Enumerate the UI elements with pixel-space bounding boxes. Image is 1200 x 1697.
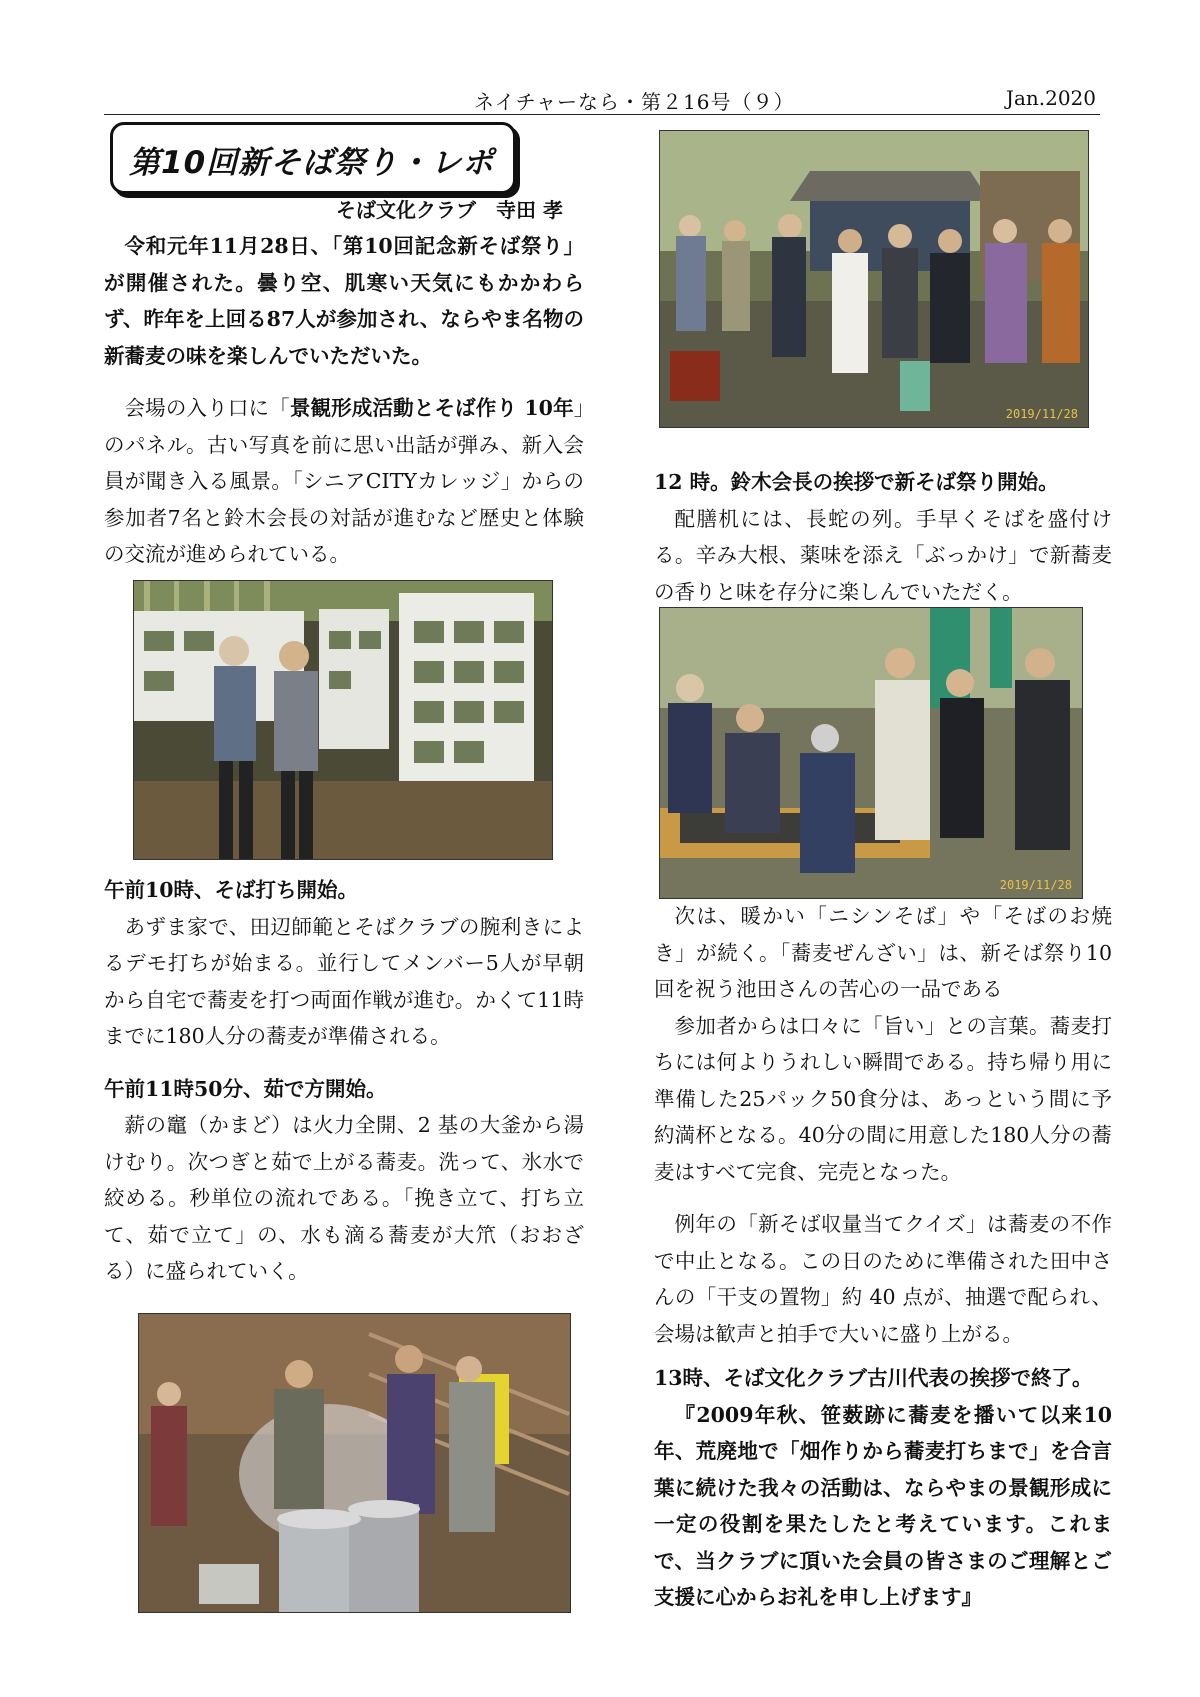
panel-paragraph: 会場の入り口に「景観形成活動とそば作り 10年」のパネル。古い写真を前に思い出話が弾み、新入会員が聞き入る風景。「シニアCITYカレッジ」からの参加者7名と鈴木会長の対話が進むなど歴史と体験の交流が進められている。	[104, 396, 585, 566]
heading-13: 13時、そば文化クラブ古川代表の挨拶で終了。	[654, 1366, 1093, 1390]
boiling-paragraph: 薪の竈（かまど）は火力全開、2 基の大釜から湯けむり。次つぎと茹で上がる蕎麦。洗って、氷水で絞める。秒単位の流れである。「挽き立て、打ち立て、茹で立て」の、水も滴る蕎麦が大笊（おおざる）に盛られていく。	[104, 1113, 584, 1283]
left-column-mid	[104, 872, 584, 1290]
heading-1000: 午前10時、そば打ち開始。	[104, 878, 359, 902]
photo-date-stamp: 2019/11/28	[999, 878, 1072, 892]
photo-serving-table	[659, 607, 1083, 899]
quiz-paragraph: 例年の「新そば収量当てクイズ」は蕎麦の不作で中止となる。この日のために準備された田中さんの「干支の置物」約 40 点が、抽選で配られ、会場は歓声と拍手で大いに盛り上がる。	[654, 1212, 1112, 1346]
left-column-top	[104, 228, 584, 573]
photo-boiling	[138, 1313, 571, 1613]
menu-paragraph: 次は、暖かい「ニシンそば」や「そばのお焼き」が続く。「蕎麦ぜんざい」は、新そば祭り10回を祝う池田さんの苦心の一品である	[654, 904, 1112, 1001]
right-column-top	[654, 464, 1112, 610]
byline: そば文化クラブ 寺田 孝	[336, 198, 563, 222]
photo-panel-display	[133, 580, 553, 860]
article-title-box	[110, 122, 516, 194]
intro-paragraph: 令和元年11月28日、「第10回記念新そば祭り」が開催された。曇り空、肌寒い天気にもかかわらず、昨年を上回る87人が参加され、ならやま名物の新蕎麦の味を楽しんでいただいた。	[104, 234, 584, 368]
photo-date-stamp: 2019/11/28	[1005, 407, 1078, 421]
page-header	[104, 86, 1100, 115]
issue-label: ネイチャーなら・第２16号（９）	[474, 90, 795, 114]
reaction-paragraph: 参加者からは口々に「旨い」との言葉。蕎麦打ちには何よりうれしい瞬間である。持ち帰り用に準備した25パック50食分は、あっという間に予約満杯となる。40分の間に用意した180人分の蕎麦はすべて完食、完売となった。	[654, 1013, 1112, 1184]
heading-12: 12 時。鈴木会長の挨拶で新そば祭り開始。	[654, 470, 1059, 494]
article-title: 第10回新そば祭り・レポ	[129, 145, 495, 181]
issue-date: Jan.2020	[1005, 86, 1096, 110]
photo-crowd	[659, 130, 1089, 428]
soba-making-paragraph: あずま家で、田辺師範とそばクラブの腕利きによるデモ打ちが始まる。並行してメンバー5人が早朝から自宅で蕎麦を打つ両面作戦が進む。かくて11時までに180人分の蕎麦が準備される。	[104, 914, 584, 1048]
closing-quote: 『2009年秋、笹薮跡に蕎麦を播いて以来10年、荒廃地で「畑作りから蕎麦打ちまで」を合言葉に続けた我々の活動は、ならやまの景観形成に一定の役割を果たしたと考えています。これまで、当クラブに頂いた会員の皆さまのご理解とご支援に心からお礼を申し上げます』	[654, 1402, 1112, 1609]
heading-1150: 午前11時50分、茹で方開始。	[104, 1076, 387, 1101]
serving-paragraph: 配膳机には、長蛇の列。手早くそばを盛付ける。辛み大根、薬味を添え「ぶっかけ」で新蕎麦の香りと味を存分に楽しんでいただく。	[654, 506, 1112, 604]
right-column-mid	[654, 898, 1112, 1616]
